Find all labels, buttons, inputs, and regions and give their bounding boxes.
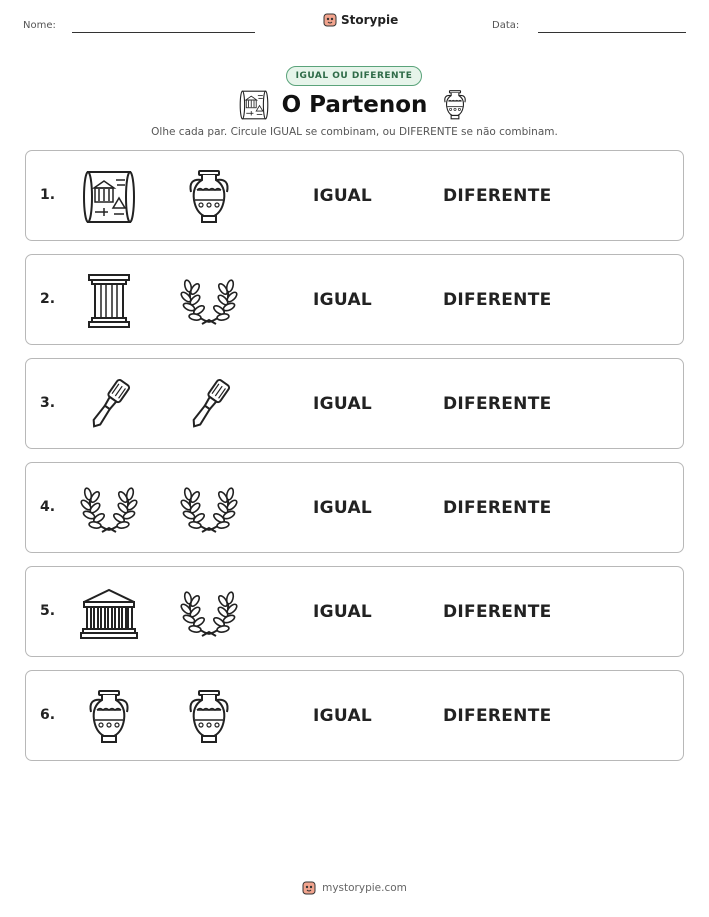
- blueprint-scroll-icon: [80, 168, 138, 226]
- option-igual[interactable]: IGUAL: [313, 186, 373, 206]
- brand-logo: [323, 12, 398, 28]
- column-icon: [80, 272, 138, 330]
- option-igual[interactable]: IGUAL: [313, 602, 373, 622]
- option-igual[interactable]: IGUAL: [313, 290, 373, 310]
- parthenon-icon: [80, 584, 138, 642]
- question-card: [25, 566, 684, 657]
- worksheet-type-badge: IGUAL OU DIFERENTE: [286, 66, 422, 86]
- question-number: 6.: [40, 707, 56, 723]
- storypie-mascot-icon: [302, 880, 316, 896]
- option-igual[interactable]: IGUAL: [313, 498, 373, 518]
- name-label: Nome:: [23, 20, 56, 31]
- option-igual[interactable]: IGUAL: [313, 394, 373, 414]
- chisel-icon: [180, 376, 238, 434]
- amphora-icon: [180, 168, 238, 226]
- option-diferente[interactable]: DIFERENTE: [443, 394, 552, 414]
- option-igual[interactable]: IGUAL: [313, 706, 373, 726]
- right-picture: [180, 584, 238, 642]
- right-picture: [180, 376, 238, 434]
- left-picture: [80, 584, 138, 642]
- left-picture: [80, 168, 138, 226]
- date-field-line[interactable]: [538, 32, 686, 33]
- laurel-wreath-icon: [80, 480, 138, 538]
- footer: [0, 880, 709, 896]
- right-picture: [180, 688, 238, 746]
- right-picture: [180, 480, 238, 538]
- brand-name: Storypie: [341, 13, 399, 27]
- question-number: 2.: [40, 291, 56, 307]
- chisel-icon: [80, 376, 138, 434]
- name-field-line[interactable]: [72, 32, 255, 33]
- left-picture: [80, 376, 138, 434]
- amphora-icon: [180, 688, 238, 746]
- footer-url: mystorypie.com: [322, 882, 407, 894]
- question-card: [25, 670, 684, 761]
- left-picture: [80, 272, 138, 330]
- amphora-icon: [80, 688, 138, 746]
- right-picture: [180, 168, 238, 226]
- question-number: 1.: [40, 187, 56, 203]
- title-row: [0, 89, 709, 121]
- amphora-icon: [439, 89, 471, 121]
- laurel-wreath-icon: [180, 584, 238, 642]
- laurel-wreath-icon: [180, 480, 238, 538]
- option-diferente[interactable]: DIFERENTE: [443, 602, 552, 622]
- instructions: Olhe cada par. Circule IGUAL se combinam, ou DIFERENTE se não combinam.: [151, 126, 558, 138]
- left-picture: [80, 688, 138, 746]
- question-card: [25, 462, 684, 553]
- question-number: 5.: [40, 603, 56, 619]
- left-picture: [80, 480, 138, 538]
- page-title: O Partenon: [281, 92, 428, 118]
- question-card: [25, 358, 684, 449]
- question-card: [25, 150, 684, 241]
- blueprint-scroll-icon: [238, 89, 270, 121]
- right-picture: [180, 272, 238, 330]
- question-card: [25, 254, 684, 345]
- storypie-mascot-icon: [323, 12, 337, 28]
- laurel-wreath-icon: [180, 272, 238, 330]
- date-label: Data:: [492, 20, 520, 31]
- option-diferente[interactable]: DIFERENTE: [443, 186, 552, 206]
- option-diferente[interactable]: DIFERENTE: [443, 498, 552, 518]
- option-diferente[interactable]: DIFERENTE: [443, 290, 552, 310]
- question-number: 3.: [40, 395, 56, 411]
- question-number: 4.: [40, 499, 56, 515]
- option-diferente[interactable]: DIFERENTE: [443, 706, 552, 726]
